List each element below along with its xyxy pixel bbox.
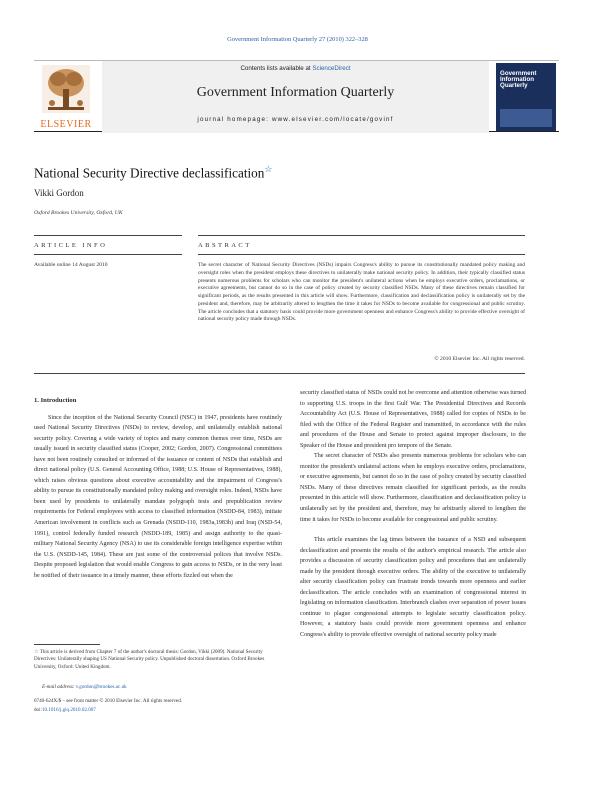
- email-line: [42, 684, 127, 690]
- email-label: E-mail address:: [42, 684, 75, 690]
- footnote-mark: ☆: [34, 649, 39, 655]
- paragraph: Since the inception of the National Security Council (NSC) in 1947, presidents have routinely used National Security Directives (NSDs) to review, develop, and unilaterally establish national security policy. Covering a wide variety of topics and many common themes over time, NSDs are usually issued in security classified status (Cooper, 2002; Gordon, 2007). Congressional committees have not been routinely consulted or informed of the issuance or content of NSDs that establish and direct national policy (U.S. General Accounting Office, 1988; U.S. House of Representatives, 1988), which raises obvious questions about executive accountability and the impairment of Congress's ability to pursue its constitutionally mandated policy making and oversight roles. Indeed, NSDs have been used by presidents to unilaterally mandate polygraph tests and prepublication review requirements for Federal employees with access to classified information (NSDD-84, 1983), initiate American involvement in conflicts such as Grenada (NSDD-110, 1983a,1983b) and Iraq (NSD-54, 1991), control federally funded research (NSDD-189, 1985) and assign authority to the quasi-military National Security Agency (NSA) to use its considerable foreign intelligence expertise within the U.S. (NSDD-145, 1984). These are just some of the controversial polices that involve NSDs. Despite proposed legislation that would enable Congress to gain access to NSDs, or in the very least be notified of their issuance in a timely manner, these efforts fizzled out when the: [34, 414, 282, 579]
- abstract-rule: [198, 235, 525, 236]
- article-title: [34, 164, 272, 181]
- doi-label: doi:: [34, 707, 42, 713]
- email-link[interactable]: v.gordon@brookes.ac.uk: [75, 684, 127, 690]
- homepage-label: journal homepage:: [197, 116, 270, 123]
- doi-link[interactable]: 10.1016/j.giq.2010.02.007: [41, 707, 96, 713]
- tree-icon: [42, 65, 90, 113]
- body-column-left: [34, 396, 282, 581]
- contents-line: [102, 65, 489, 72]
- section-heading: 1. Introduction: [34, 397, 77, 404]
- elsevier-logo: [34, 65, 98, 131]
- title-footnote-mark[interactable]: ☆: [264, 164, 273, 174]
- paragraph: The secret character of NSDs also presents numerous problems for scholars who can monitor the president's unilateral actions when he employs executive orders, proclamations, or executive agreements, but cannot do so in the case of policy created by security classified NSDs. Many of these directives remain classified for significant periods, as the results presented in this article will show. Furthermore, classification and declassification policy is unilaterally set by the president and, therefore, may be arbitrarily altered to lengthen the time it takes for NSDs to become available for congressional and public scrutiny.: [300, 453, 526, 523]
- journal-cover: [496, 63, 556, 131]
- cover-image: [500, 109, 552, 127]
- body-column-right: [300, 388, 526, 641]
- homepage-link[interactable]: www.elsevier.com/locate/govinf: [271, 116, 394, 123]
- publisher-name: ELSEVIER: [40, 119, 92, 130]
- journal-header: [34, 60, 559, 132]
- article-info-subrule: [34, 254, 182, 255]
- abstract-text: The secret character of National Security Directives (NSDs) impairs Congress's ability to pursue its constitutionally mandated policy making and oversight roles when the president employs these directives to unilaterally make national security policy. In addition, their typically classified status presents numerous problems for scholars who can monitor the president's unilateral actions when he employs executive orders, proclamations, or executive agreements, but cannot do so in the case of policy created by security classified NSDs. Many of these directives remain classified for significant periods, as the results presented in this article will show. Furthermore, classification and declassification policy is unilaterally set by the president and, therefore, may be arbitrarily altered to lengthen the time it takes for NSDs to become available for congressional and public scrutiny. The article concludes that a statutory basis could provide more government openness and enhance Congress's ability to provide effective oversight of national security policy made through NSDs.: [198, 262, 525, 323]
- footnote: [34, 649, 282, 671]
- contents-prefix: Contents lists available at: [240, 65, 311, 72]
- issn-line: 0740-624X/$ – see front matter © 2010 Elsevier Inc. All rights reserved.: [34, 698, 183, 704]
- abstract-heading: ABSTRACT: [198, 242, 252, 249]
- author-affiliation: Oxford Brookes University, Oxford, UK: [34, 210, 123, 216]
- running-header: Government Information Quarterly 27 (2010) 322–328: [227, 36, 368, 43]
- article-info-heading: ARTICLE INFO: [34, 242, 108, 249]
- sciencedirect-link[interactable]: ScienceDirect: [312, 65, 351, 72]
- footnote-rule: [34, 644, 100, 645]
- paragraph: security classified status of NSDs could not be overcome and attention otherwise was turned to supporting U.S. troops in the first Gulf War. The Presidential Directives and Records Accountability Act (U.S. House of Representatives, 1988) called for copies of NSDs to be filed with the Office of the Federal Register and transmitted, in accordance with the rules and procedures of the House and Senate to protect against improper disclosure, to the Speaker of the House and president pro tempore of the Senate.: [300, 390, 526, 449]
- article-title-text: National Security Directive declassification: [34, 165, 265, 181]
- article-info-rule: [34, 235, 182, 236]
- abstract-copyright: © 2010 Elsevier Inc. All rights reserved.: [434, 356, 525, 362]
- header-band: [102, 61, 489, 133]
- author-name: Vikki Gordon: [34, 188, 84, 198]
- cover-title: Government Information Quarterly: [500, 70, 537, 89]
- abstract-end-rule: [34, 373, 525, 374]
- footnote-text: This article is derived from Chapter 7 of the author's doctoral thesis: Gordon, Vikki (2009). National Security Directives: Unilaterally shaping US National Security policy. Unpublished doctoral dissertation. Oxford Brookes University, Oxford: United Kingdom.: [34, 649, 265, 670]
- available-online: Available online 14 August 2010: [34, 262, 108, 268]
- abstract-subrule: [198, 254, 525, 255]
- doi-line: [34, 707, 96, 713]
- journal-homepage: [102, 116, 489, 123]
- journal-title: Government Information Quarterly: [196, 85, 395, 100]
- paragraph: This article examines the lag times between the issuance of a NSD and subsequent declassification and presents the results of the author's empirical research. The article also provides a discussion of security classification policy and procedures that are unilaterally made by the president through executive orders. The ability of the executive to unilaterally alter security classification policy can frustrate trends towards more openness and earlier declassification. The article concludes with an examination of congressional interest in legislating on information classification. Interbranch clashes over separation of power issues continue to plague congressional attempts to legislate security classification policy. However, a statutory basis could provide more government openness and enhance Congress's ability to provide effective oversight of national security policy made: [300, 537, 526, 639]
